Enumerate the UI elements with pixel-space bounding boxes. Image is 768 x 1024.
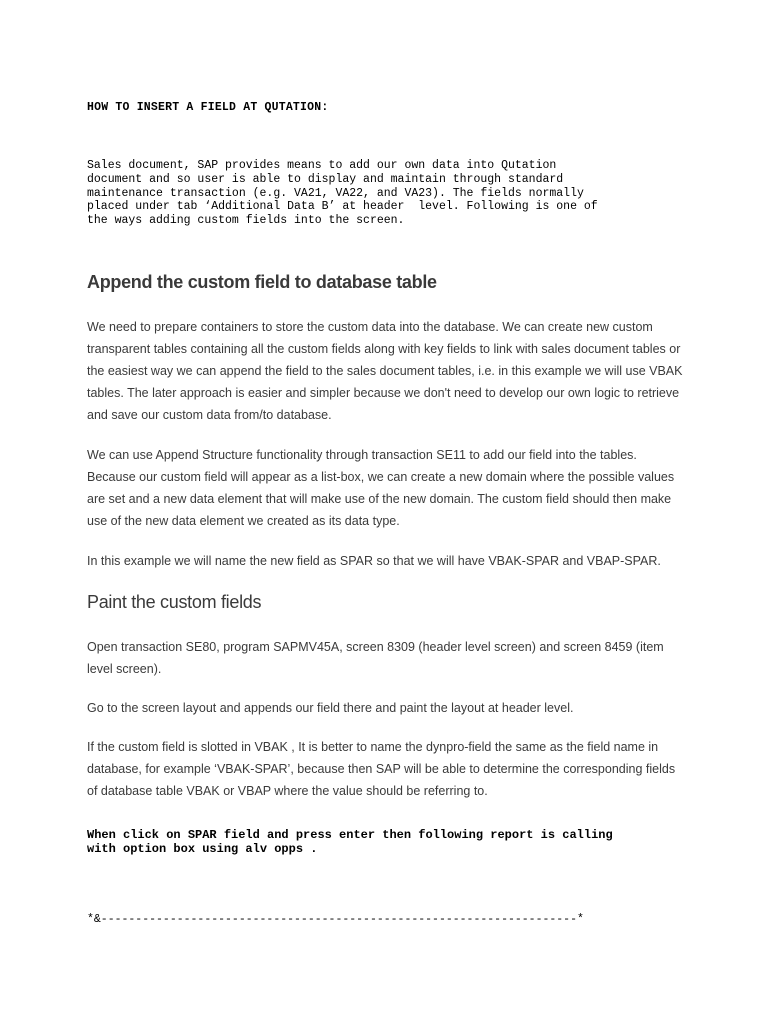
paragraph-screen-layout: Go to the screen layout and appends our field there and paint the layout at header level. xyxy=(87,701,574,715)
section-heading-append: Append the custom field to database table xyxy=(87,272,437,292)
paragraph-open-transaction: Open transaction SE80, program SAPMV45A, screen 8309 (header level screen) and screen 8459 (item level screen). xyxy=(87,640,664,676)
paragraph-containers: We need to prepare containers to store the custom data into the database. We can create new custom transparent tables containing all the custom fields along with key fields to link with sales document tables or the easiest way we can append the field to the sales document tables, i.e. in this example we will use VBAK tables. The later approach is easier and simpler because we don't need to develop our own logic to retrieve and save our custom data from/to database. xyxy=(87,320,683,422)
intro-paragraph: Sales document, SAP provides means to add our own data into Qutation document and so user is able to display and maintain through standard maintenance transaction (e.g. VA21, VA22, and VA23). The fields normally placed under tab ‘Additional Data B’ at header level. Following is one of the ways adding custom fields into the screen. xyxy=(87,159,598,228)
document-title: HOW TO INSERT A FIELD AT QUTATION: xyxy=(87,101,329,114)
report-callout: When click on SPAR field and press enter then following report is calling with option box using alv opps . xyxy=(87,828,613,856)
section-heading-paint: Paint the custom fields xyxy=(87,592,262,612)
paragraph-dynpro-field: If the custom field is slotted in VBAK , It is better to name the dynpro-field the same as the field name in database, for example ‘VBAK-SPAR’, because then SAP will be able to determine the corresponding fields of database table VBAK or VBAP where the value should be referring to. xyxy=(87,740,676,798)
code-comment-divider: *&---------------------------------------------------------------------* xyxy=(87,913,584,926)
paragraph-append-structure: We can use Append Structure functionality through transaction SE11 to add our field into the tables. Because our custom field will appear as a list-box, we can create a new domain where the possible values are set and a new data element that will make use of the new domain. The custom field should then make use of the new data element we created as its data type. xyxy=(87,448,675,528)
paragraph-field-name: In this example we will name the new field as SPAR so that we will have VBAK-SPAR and VBAP-SPAR. xyxy=(87,554,661,568)
